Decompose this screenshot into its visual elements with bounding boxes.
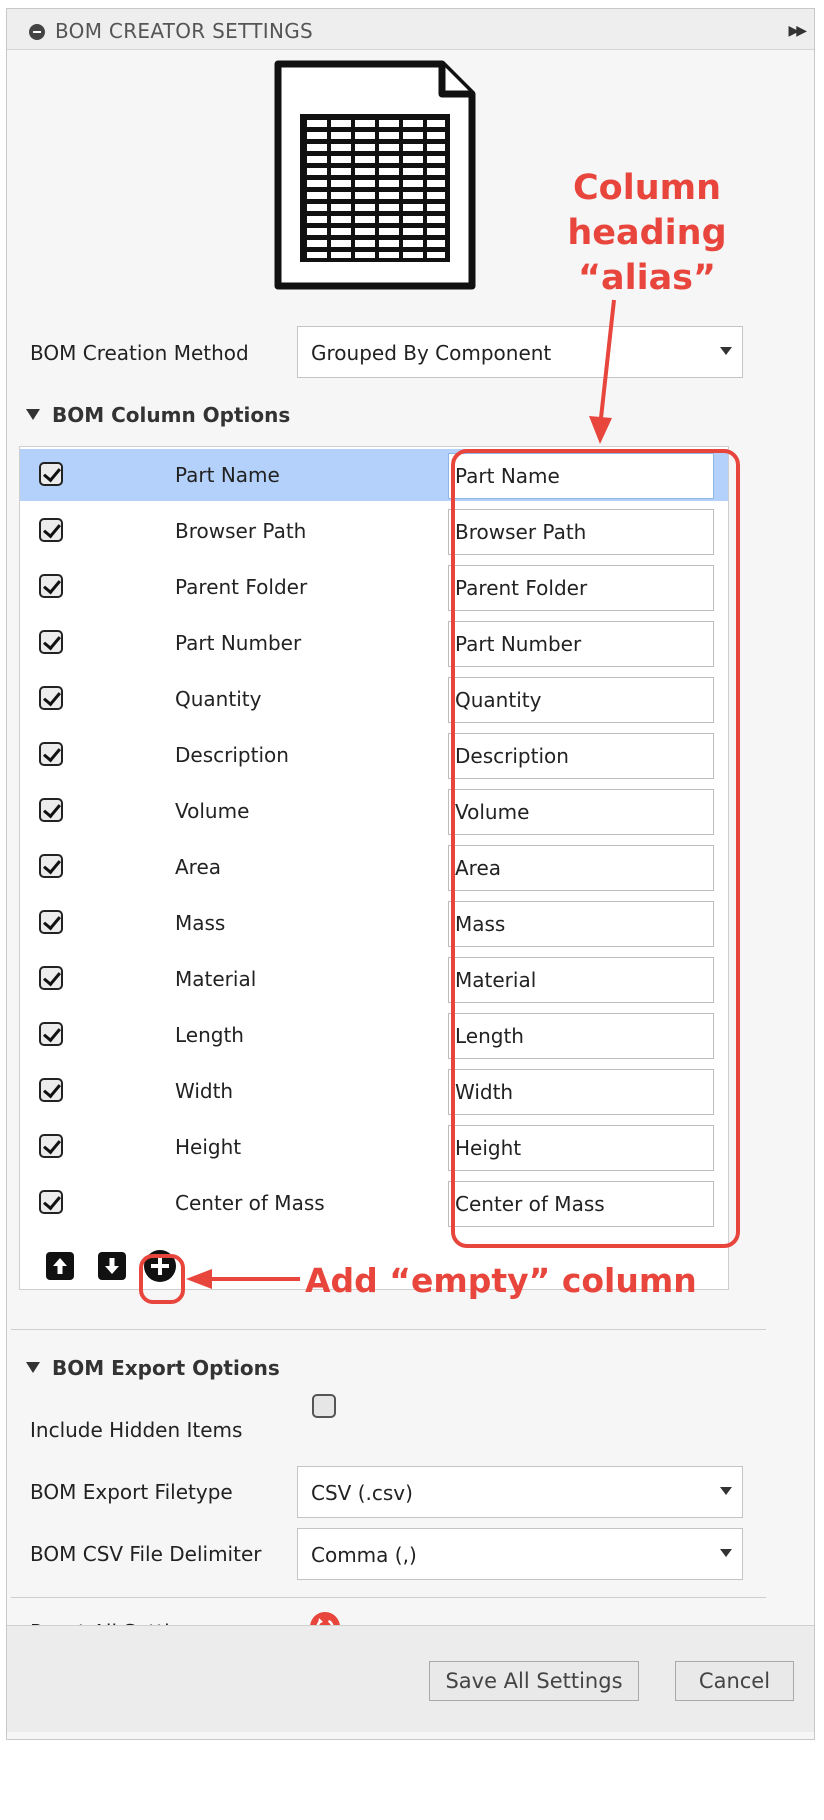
spreadsheet-document-icon [274, 60, 478, 294]
section-divider [11, 1329, 766, 1330]
csv-delimiter-select[interactable] [297, 1528, 743, 1580]
column-checkbox[interactable] [39, 1190, 63, 1214]
column-name: Length [175, 1023, 244, 1047]
csv-delimiter-label: BOM CSV File Delimiter [30, 1542, 262, 1566]
column-name: Mass [175, 911, 226, 935]
column-checkbox[interactable] [39, 854, 63, 878]
column-checkbox[interactable] [39, 1022, 63, 1046]
alias-annotation-line: heading [567, 213, 727, 253]
column-name: Part Name [175, 463, 280, 487]
column-checkbox[interactable] [39, 630, 63, 654]
column-checkbox[interactable] [39, 910, 63, 934]
include-hidden-checkbox[interactable] [312, 1394, 336, 1418]
export-filetype-label: BOM Export Filetype [30, 1480, 233, 1504]
export-filetype-value: CSV (.csv) [311, 1481, 413, 1505]
column-name: Description [175, 743, 289, 767]
column-name: Width [175, 1079, 234, 1103]
arrow-down-icon [98, 1252, 126, 1280]
panel-titlebar [7, 9, 814, 50]
collapse-icon[interactable] [29, 24, 45, 40]
cancel-button[interactable]: Cancel [675, 1661, 794, 1701]
column-checkbox[interactable] [39, 1134, 63, 1158]
dialog-footer [7, 1625, 814, 1732]
column-name: Volume [175, 799, 250, 823]
column-checkbox[interactable] [39, 798, 63, 822]
alias-highlight-box [451, 449, 740, 1248]
column-name: Quantity [175, 687, 262, 711]
expand-icon[interactable]: ▶▶ [788, 23, 804, 39]
save-all-settings-button[interactable]: Save All Settings [429, 1661, 639, 1701]
column-name: Material [175, 967, 257, 991]
column-checkbox[interactable] [39, 518, 63, 542]
column-name: Parent Folder [175, 575, 308, 599]
column-options-title: BOM Column Options [52, 403, 291, 427]
add-button-highlight [139, 1254, 185, 1304]
column-checkbox[interactable] [39, 966, 63, 990]
expand-triangle-icon [26, 1362, 40, 1373]
column-name: Area [175, 855, 222, 879]
alias-annotation-line: “alias” [577, 258, 717, 298]
column-name: Part Number [175, 631, 302, 655]
column-checkbox[interactable] [39, 462, 63, 486]
chevron-down-icon [720, 347, 732, 355]
chevron-down-icon [720, 1549, 732, 1557]
export-options-title: BOM Export Options [52, 1356, 280, 1380]
arrow-up-icon [46, 1252, 74, 1280]
export-filetype-select[interactable] [297, 1466, 743, 1518]
move-down-button[interactable] [98, 1252, 126, 1280]
column-checkbox[interactable] [39, 574, 63, 598]
creation-method-value: Grouped By Component [311, 341, 552, 365]
alias-annotation [567, 166, 727, 301]
column-name: Center of Mass [175, 1191, 325, 1215]
chevron-down-icon [720, 1487, 732, 1495]
section-divider [11, 1597, 766, 1598]
panel-title: BOM CREATOR SETTINGS [55, 19, 314, 43]
column-name: Browser Path [175, 519, 307, 543]
column-checkbox[interactable] [39, 1078, 63, 1102]
annotation-arrow-left [186, 1264, 306, 1294]
add-column-annotation: Add “empty” column [305, 1261, 697, 1300]
annotation-arrow-down [580, 298, 620, 448]
expand-triangle-icon [26, 409, 40, 420]
column-name: Height [175, 1135, 242, 1159]
column-options-header[interactable] [26, 403, 290, 427]
alias-annotation-line: Column [572, 168, 722, 208]
move-up-button[interactable] [46, 1252, 74, 1280]
csv-delimiter-value: Comma (,) [311, 1543, 417, 1567]
creation-method-label: BOM Creation Method [30, 341, 249, 365]
column-checkbox[interactable] [39, 686, 63, 710]
creation-method-select[interactable] [297, 326, 743, 378]
include-hidden-label: Include Hidden Items [30, 1418, 243, 1442]
column-checkbox[interactable] [39, 742, 63, 766]
export-options-header[interactable] [26, 1356, 280, 1380]
